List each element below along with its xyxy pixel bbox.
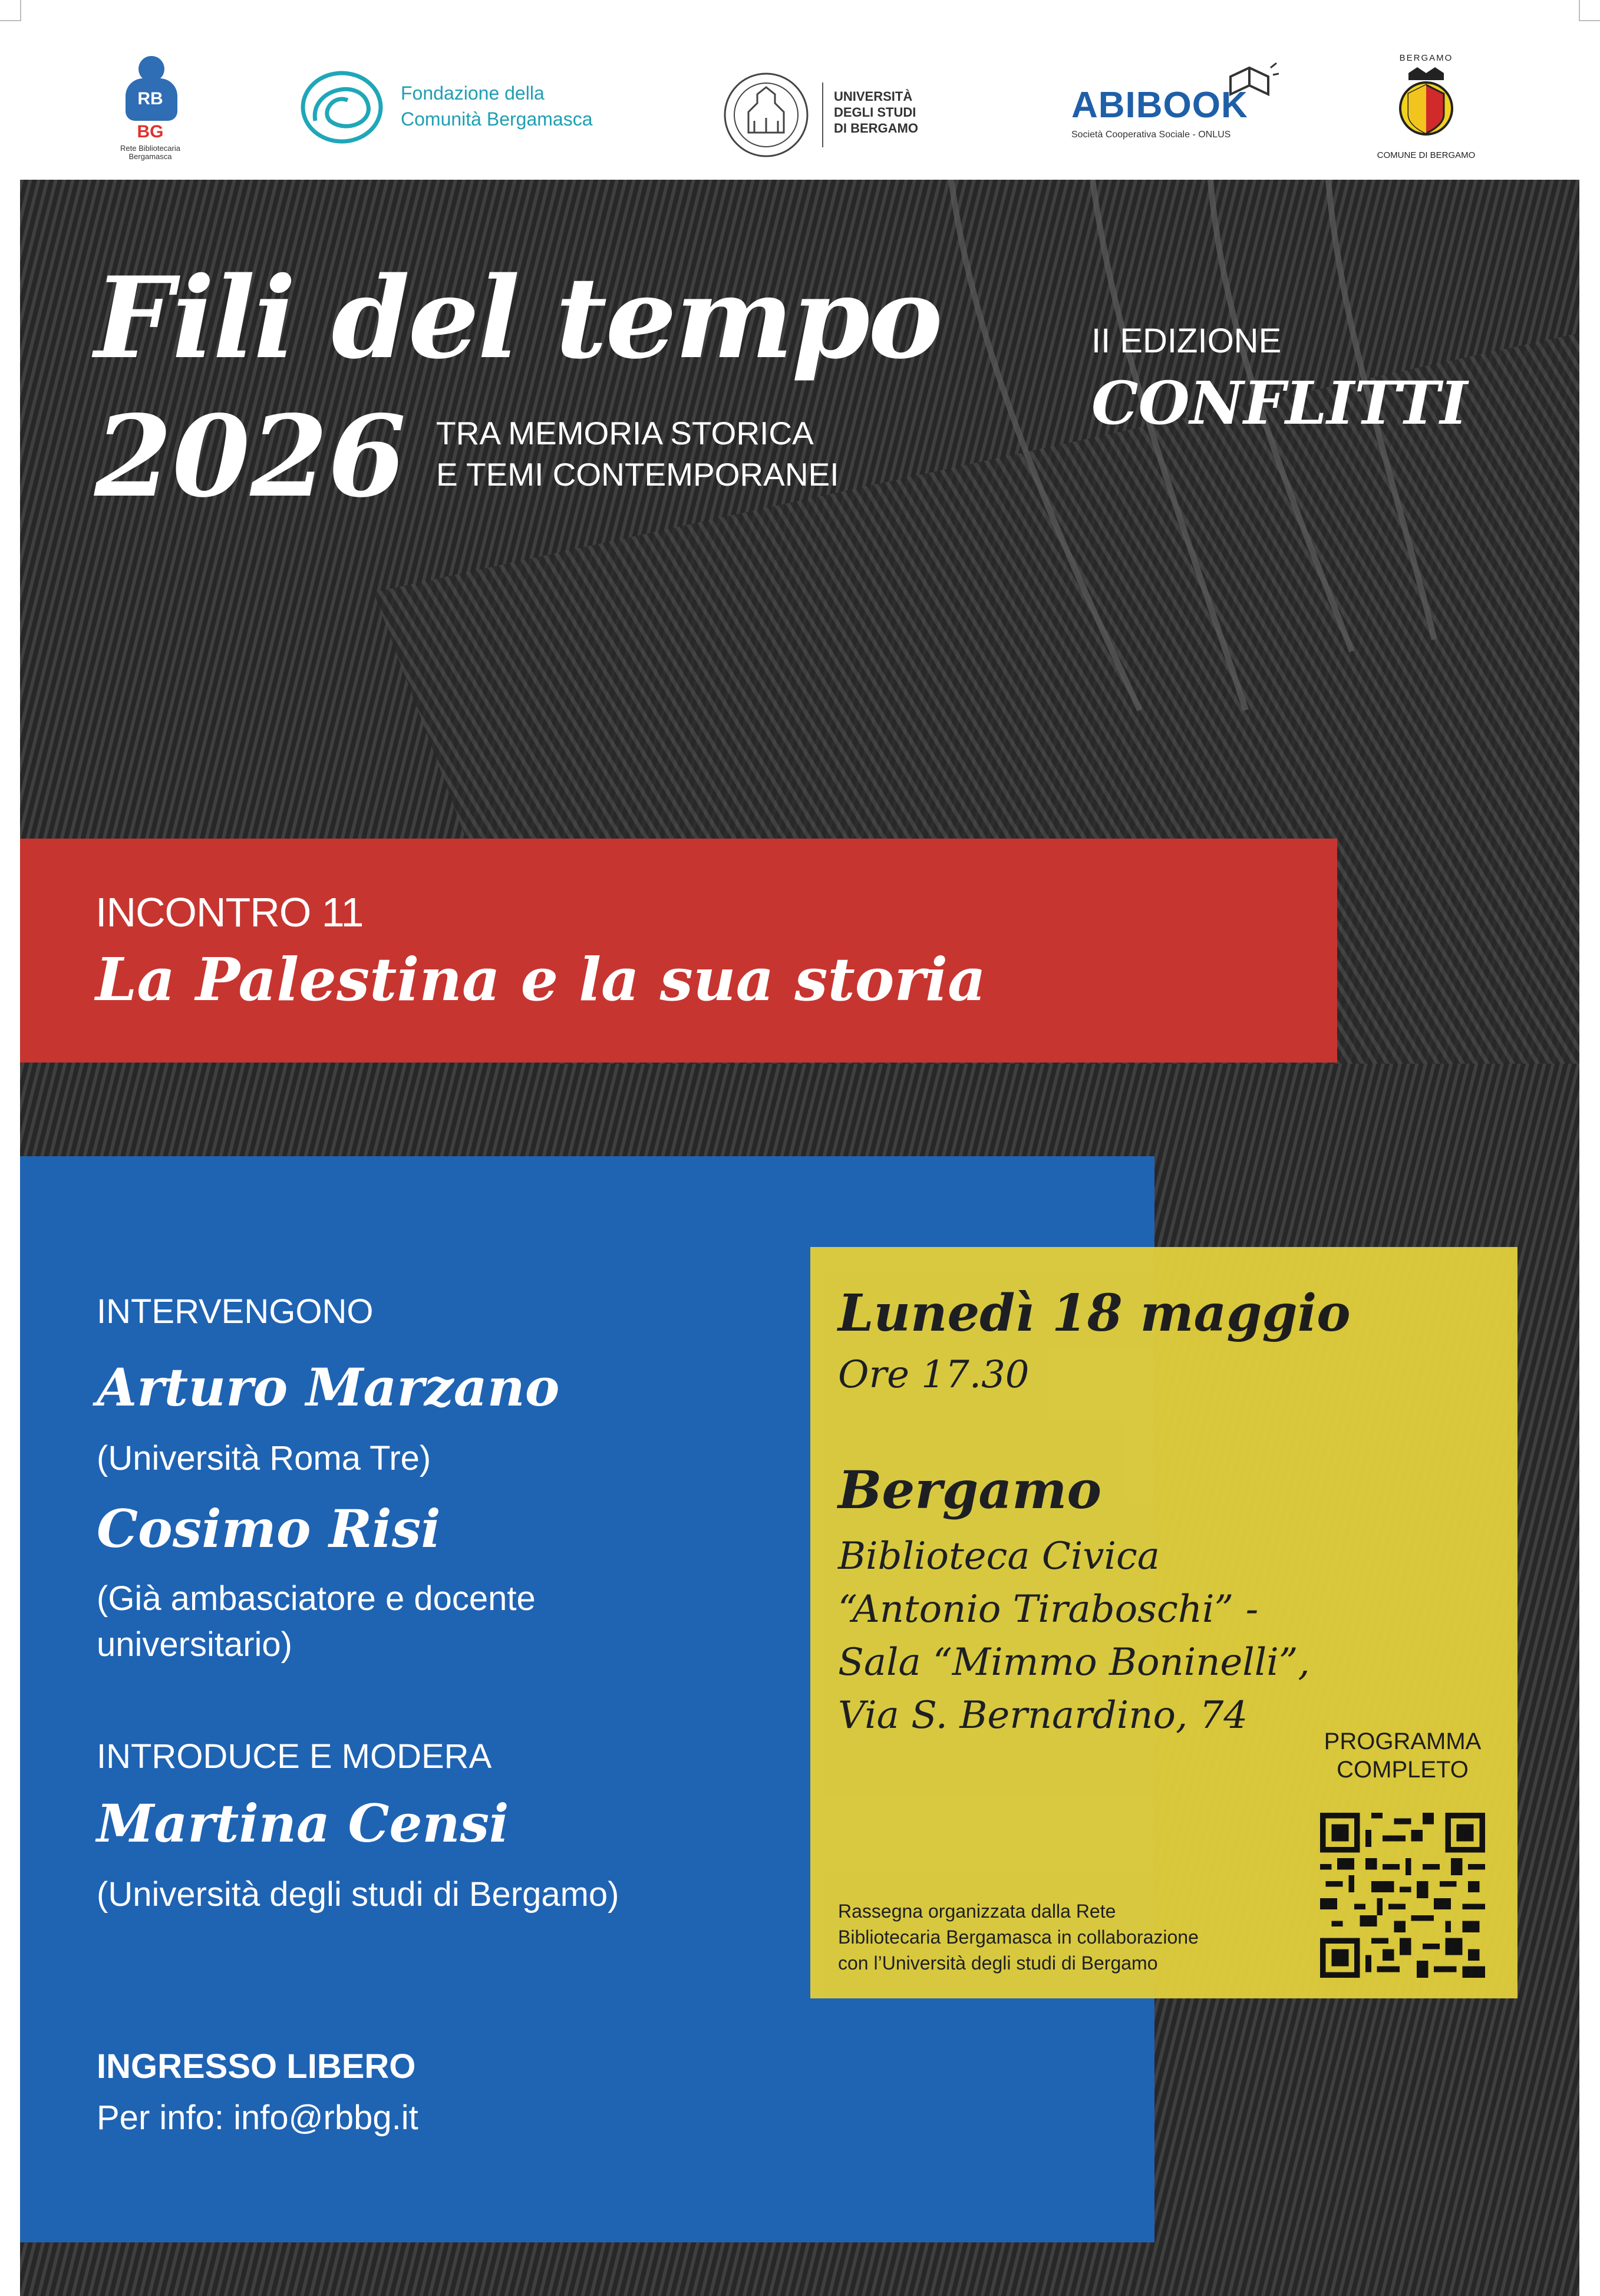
event-title: Fili del tempo [94, 252, 941, 384]
venue-line: Sala “Mimmo Boninelli”, [838, 1641, 1310, 1684]
comune-bottom-text: COMUNE DI BERGAMO [1377, 150, 1476, 160]
event-venue [838, 1530, 1310, 1742]
rb-logo [121, 56, 180, 162]
university-name [834, 88, 918, 136]
meeting-number: INCONTRO 11 [95, 889, 364, 935]
event-details-panel [810, 1247, 1517, 1998]
organizer-note-line: Bibliotecaria Bergamasca in collaborazione [838, 1926, 1199, 1948]
edition-label: II EDIZIONE [1091, 322, 1282, 360]
fondazione-name [401, 80, 592, 132]
program-qr-code[interactable] [1320, 1813, 1485, 1978]
abibook-subtitle: Società Cooperativa Sociale - ONLUS [1071, 130, 1231, 140]
organizer-note-line: con l’Università degli studi di Bergamo [838, 1952, 1158, 1974]
moderator-name: Martina Censi [97, 1793, 509, 1854]
fondazione-swirl-icon [298, 65, 386, 147]
moderator-affiliation: (Università degli studi di Bergamo) [97, 1875, 619, 1914]
program-line2: COMPLETO [1337, 1757, 1469, 1783]
event-date: Lunedì 18 maggio [838, 1284, 1351, 1343]
crop-mark [1579, 20, 1600, 21]
program-line1: PROGRAMMA [1324, 1728, 1482, 1754]
meeting-title: La Palestina e la sua storia [95, 945, 986, 1014]
university-logo [722, 65, 934, 159]
contact-info: Per info: info@rbbg.it [97, 2099, 418, 2137]
subtitle-line2: E TEMI CONTEMPORANEI [436, 456, 839, 493]
venue-line: “Antonio Tiraboschi” - [838, 1588, 1259, 1631]
organizer-note-line: Rassegna organizzata dalla Rete [838, 1901, 1116, 1922]
free-entry-label: INGRESSO LIBERO [97, 2047, 416, 2086]
abibook-name: ABIBOOK [1071, 85, 1248, 126]
university-separator [822, 83, 823, 147]
event-year: 2026 [94, 391, 406, 522]
moderator-label: INTRODUCE E MODERA [97, 1737, 492, 1776]
rb-logo-letters-bg: BG [137, 122, 164, 141]
speaker-affiliation: (Università Roma Tre) [97, 1439, 431, 1477]
event-time: Ore 17.30 [838, 1353, 1030, 1397]
city-crest-icon [1397, 67, 1456, 138]
program-label [1305, 1727, 1500, 1784]
speakers-label: INTERVENGONO [97, 1292, 374, 1331]
comune-top-text: BERGAMO [1399, 53, 1453, 63]
fondazione-line1: Fondazione della [401, 83, 545, 104]
speaker-affiliation: (Già ambasciatore e docente universitario) [97, 1579, 536, 1664]
university-line3: DI BERGAMO [834, 121, 918, 136]
university-line2: DEGLI STUDI [834, 105, 916, 120]
rb-logo-letters: RB [137, 89, 163, 108]
subtitle-line1: TRA MEMORIA STORICA [436, 415, 814, 451]
fondazione-logo [298, 65, 628, 147]
event-city: Bergamo [838, 1459, 1102, 1520]
venue-line: Biblioteca Civica [838, 1535, 1160, 1578]
open-book-icon [1226, 62, 1279, 115]
abibook-logo [1061, 56, 1285, 144]
university-line1: UNIVERSITÀ [834, 89, 913, 104]
edition-theme: CONFLITTI [1091, 368, 1468, 438]
rb-logo-caption: Rete Bibliotecaria Bergamasca [120, 144, 180, 161]
venue-line: Via S. Bernardino, 74 [838, 1694, 1248, 1737]
comune-bergamo-logo [1373, 53, 1479, 165]
meeting-banner [20, 839, 1337, 1063]
speaker-name: Cosimo Risi [97, 1498, 441, 1559]
speaker-name: Arturo Marzano [97, 1357, 560, 1418]
crop-mark [20, 0, 21, 21]
organizer-note [838, 1898, 1286, 1976]
university-seal-icon [722, 71, 810, 159]
fondazione-line2: Comunità Bergamasca [401, 108, 593, 130]
crop-mark [0, 20, 21, 21]
event-subtitle [436, 413, 839, 495]
crop-mark [1579, 0, 1580, 21]
